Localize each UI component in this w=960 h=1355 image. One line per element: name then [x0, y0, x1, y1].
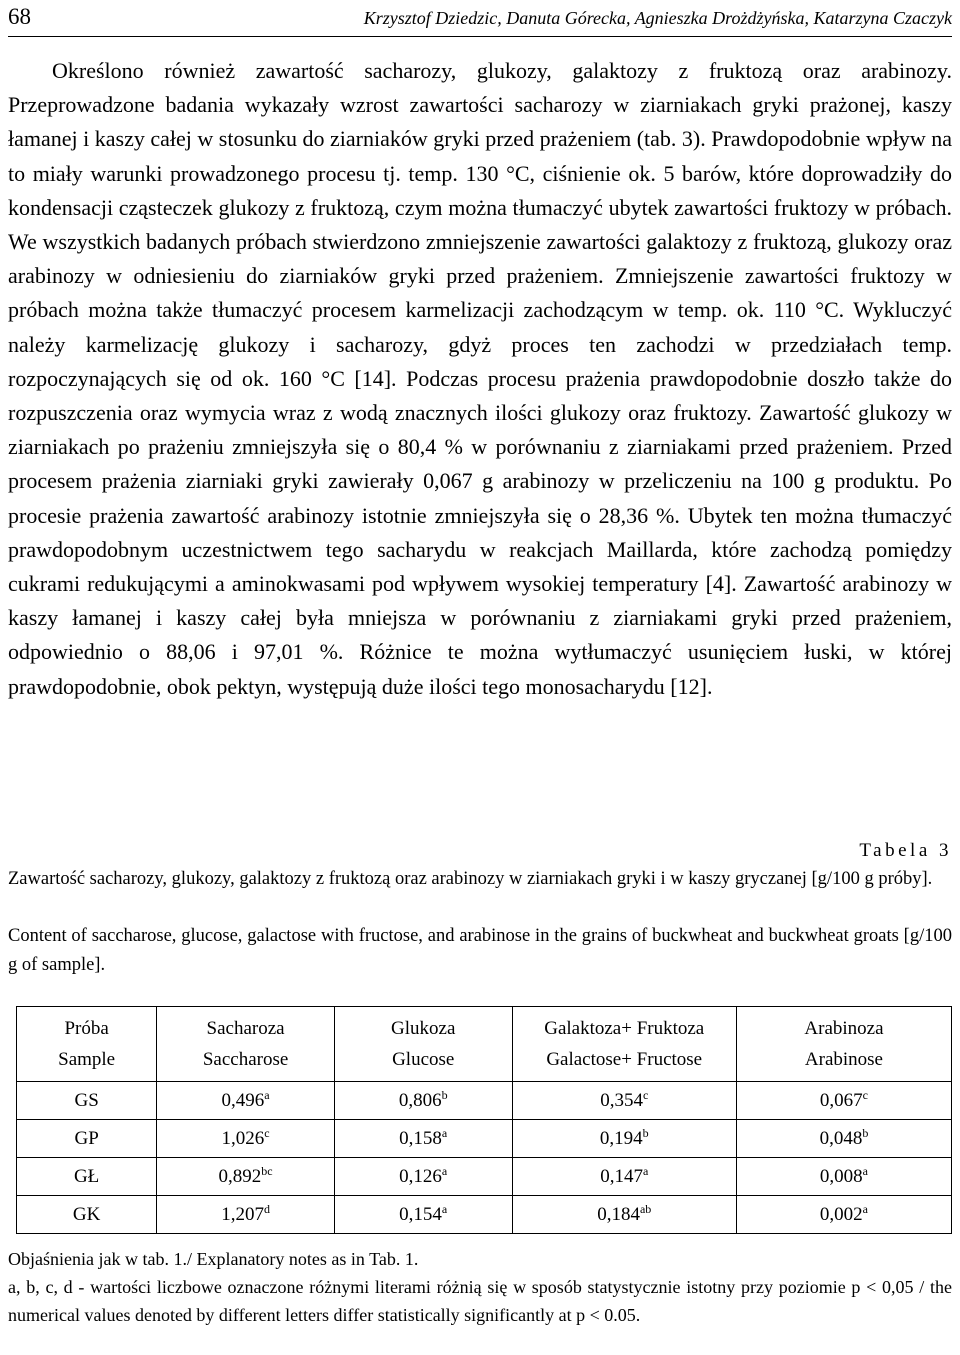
cell-value: 0,892$^{bc}$ — [157, 1158, 335, 1196]
cell-value: 0,194$^b$ — [512, 1120, 736, 1158]
table-row — [17, 1082, 952, 1120]
table-row — [17, 1196, 952, 1234]
body-seg-1: Określono również zawartość sacharozy, glukozy, galaktozy z fruktozą oraz arabinozy. — [52, 58, 952, 83]
cell-sample: GŁ — [17, 1158, 157, 1196]
cell-value: 0,048$^b$ — [736, 1120, 951, 1158]
header-galactose-fructose: Galaktoza+ Fruktoza Galactose+ Fructose — [512, 1007, 736, 1082]
cell-sample: GS — [17, 1082, 157, 1120]
cell-value: 0,147$^a$ — [512, 1158, 736, 1196]
page-number: 68 — [8, 4, 31, 29]
table-caption-polish: Zawartość sacharozy, glukozy, galaktozy z fruktozą oraz arabinozy w ziarniakach gryki i w kaszy gryczanej [g/100 g próby]. — [8, 869, 933, 889]
header-saccharose: Sacharoza Saccharose — [157, 1007, 335, 1082]
table-footnotes — [8, 1245, 952, 1329]
table-caption-english: Content of saccharose, glucose, galactose with fructose, and arabinose in the grains of buckwheat and buckwheat groats [g/100 g of sample]. — [8, 926, 952, 975]
cell-value: 0,008$^a$ — [736, 1158, 951, 1196]
running-head-authors: Krzysztof Dziedzic, Danuta Górecka, Agnieszka Drożdżyńska, Katarzyna Czaczyk — [363, 8, 952, 28]
header-arabinose: Arabinoza Arabinose — [736, 1007, 951, 1082]
table-number-label: Tabela 3 — [859, 840, 952, 861]
header-glucose: Glukoza Glucose — [334, 1007, 512, 1082]
table-row — [17, 1120, 952, 1158]
table-header-row — [17, 1007, 952, 1082]
cell-value: 0,184$^{ab}$ — [512, 1196, 736, 1234]
body-seg-2: Przeprowadzone badania wykazały wzrost zawartości sacharozy w ziarniakach gryki prażonej, kaszy łamanej i kaszy całej w stosunku do ziarniaków gryki przed prażeniem (tab. 3). Prawdopodobnie wpływ na to miały warunki prowadzonego procesu tj. temp. 130 °C, ciśnienie ok. 5 barów, które doprowadziły do kondensacji cząsteczek glukozy z fruktozą, czym można tłumaczyć ubytek zawartości fruktozy w próbach. — [8, 92, 952, 220]
cell-sample: GK — [17, 1196, 157, 1234]
cell-value: 0,158$^a$ — [334, 1120, 512, 1158]
cell-value: 1,026$^c$ — [157, 1120, 335, 1158]
footnote-explanatory: Objaśnienia jak w tab. 1./ Explanatory notes as in Tab. 1. — [8, 1249, 419, 1269]
body-seg-3: We wszystkich badanych próbach stwierdzono zmniejszenie zawartości galaktozy z fruktozą, glukozy oraz arabinozy w odniesieniu do ziarniaków gryki przed prażeniem. Zmniejszenie zawartości fruktozy w próbach można także tłumaczyć procesem karmelizacji zachodzącym w temp. ok. 110 °C. Wykluczyć należy karmelizację glukozy i sacharozy, gdyż proces ten zachodzi w przedziałach temp. rozpoczynających się od ok. 160 °C [14]. Podczas procesu prażenia prawdopodobnie doszło także do rozpuszczenia oraz wymycia wraz z wodą znacznych ilości glukozy oraz fruktozy. Zawartość glukozy w ziarniakach po prażeniu zmniejszyła się o 80,4 % w porównaniu z ziarniakami przed prażeniem. Przed procesem prażenia ziarniaki gryki zawierały 0,067 g arabinozy w przeliczeniu na 100 g produktu. Po procesie prażenia zawartość arabinozy istotnie zmniejszyła się o 28,36 %. Ubytek ten można tłumaczyć prawdopodobnym uczestnictwem tego sacharydu w reakcjach Maillarda, które zachodzą pomiędzy cukrami redukującymi a aminokwasami pod wpływem wysokiej temperatury [4]. Zawartość arabinozy w kaszy łamanej i kaszy całej była mniejsza w porównaniu z ziarniakami gryki przed prażeniem, odpowiednio o 88,06 i 97,01 %. Różnice te można wytłumaczyć usunięciem łuski, w której prawdopodobnie, obok pektyn, występują duże ilości tego monosacharydu [12]. — [8, 229, 952, 699]
cell-value: 0,354$^c$ — [512, 1082, 736, 1120]
cell-value: 0,067$^c$ — [736, 1082, 951, 1120]
footnote-significance: a, b, c, d - wartości liczbowe oznaczone różnymi literami różnią się w sposób statystycznie istotny przy poziomie p < 0,05 / the numerical values denoted by different letters differ statistically significantly at p < 0.05. — [8, 1277, 952, 1325]
body-paragraph — [8, 54, 952, 704]
cell-value: 0,126$^a$ — [334, 1158, 512, 1196]
cell-value: 0,496$^a$ — [157, 1082, 335, 1120]
cell-value: 1,207$^d$ — [157, 1196, 335, 1234]
header-sample: Próba Sample — [17, 1007, 157, 1082]
cell-value: 0,806$^b$ — [334, 1082, 512, 1120]
cell-value: 0,154$^a$ — [334, 1196, 512, 1234]
table-row — [17, 1158, 952, 1196]
sugar-content-table — [16, 1006, 952, 1234]
cell-value: 0,002$^a$ — [736, 1196, 951, 1234]
page-header — [8, 2, 952, 37]
cell-sample: GP — [17, 1120, 157, 1158]
